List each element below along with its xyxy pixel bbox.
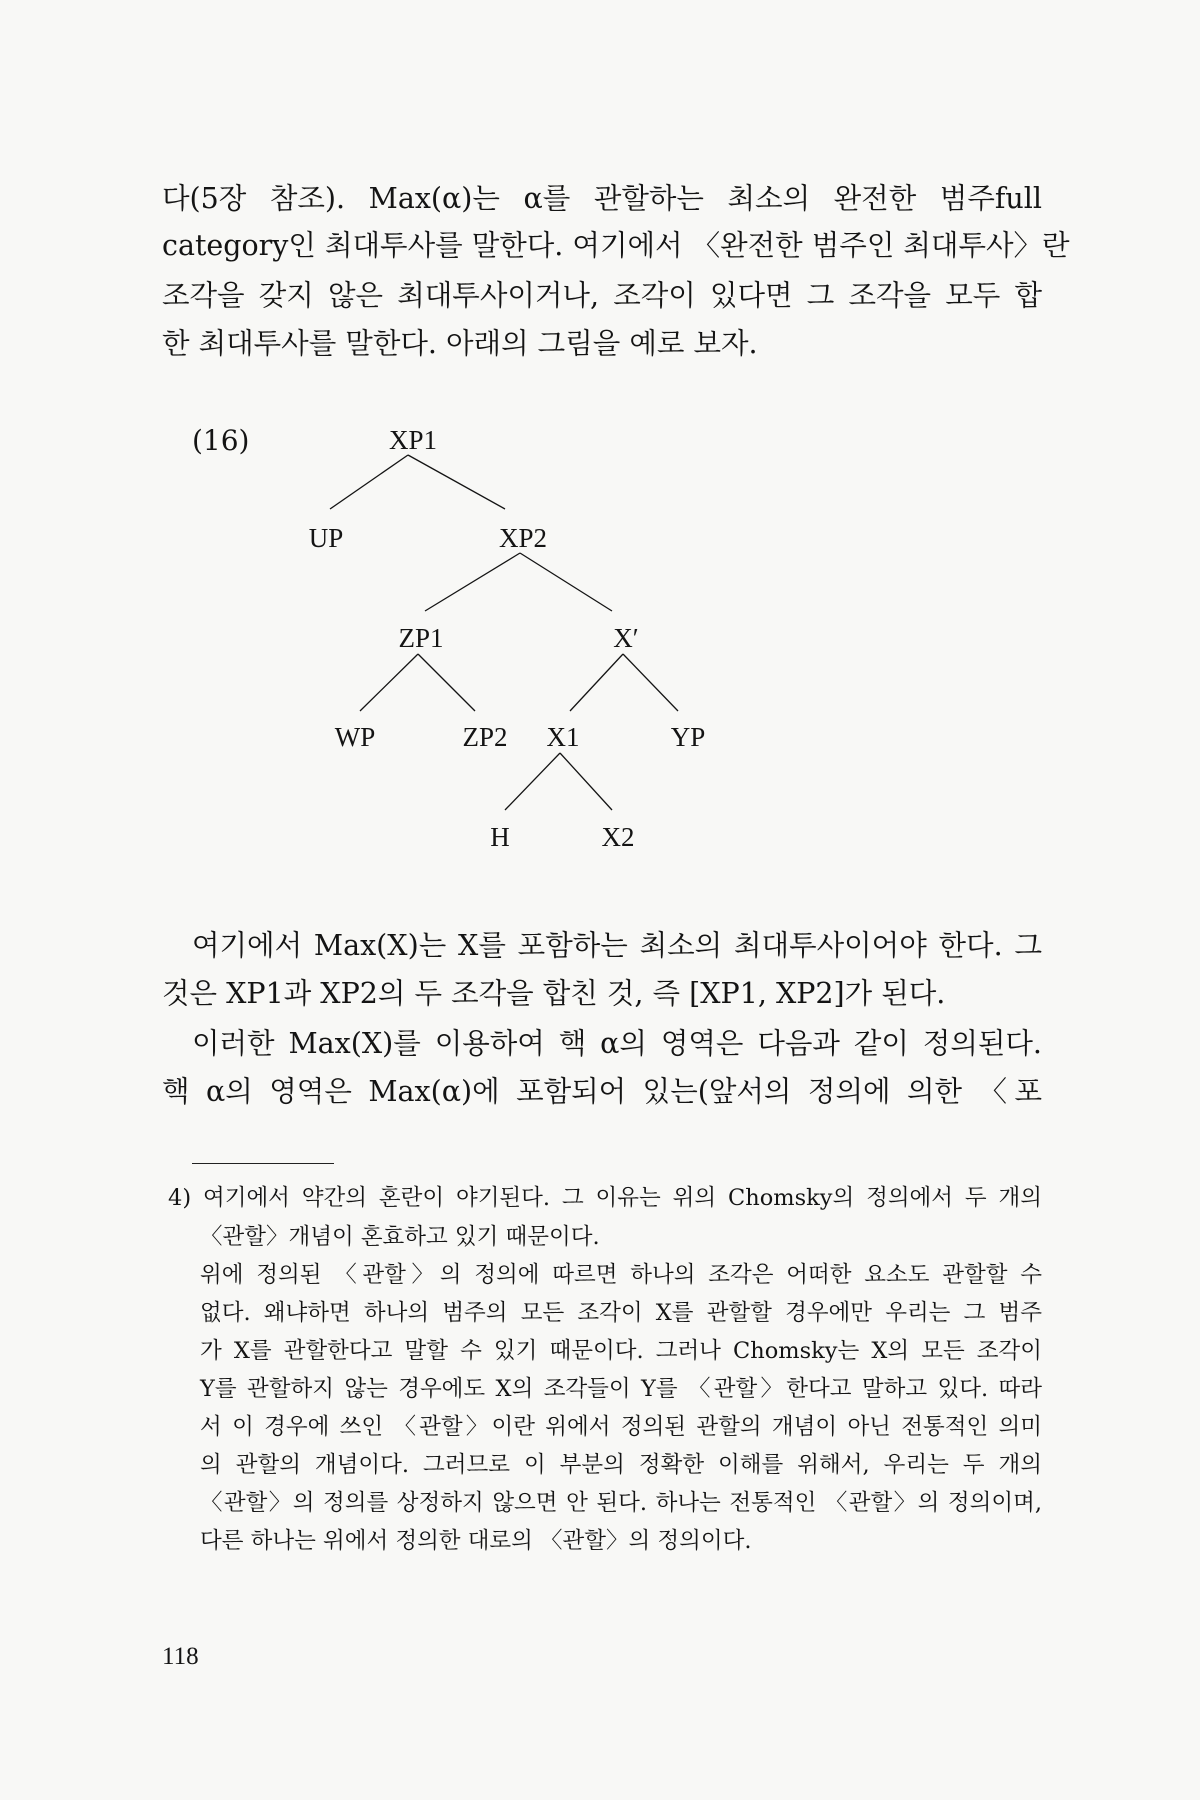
page-number: 118: [162, 1643, 199, 1670]
footnote-line-10: 다른 하나는 위에서 정의한 대로의 〈관할〉의 정의이다.: [200, 1528, 752, 1554]
branch-xbar-yp: [623, 654, 678, 711]
branch-xp2-xbar: [520, 553, 612, 611]
paragraph1-line-1: 다(5장 참조). Max(α)는 α를 관할하는 최소의 완전한 범주full: [162, 182, 1042, 215]
node-yp: YP: [670, 722, 706, 752]
footnote-line-7: 서 이 경우에 쓰인 〈관할〉이란 위에서 정의된 관할의 개념이 아닌 전통적인 의미: [200, 1414, 1042, 1440]
node-zp2: ZP2: [462, 722, 508, 752]
paragraph3-line-2: 핵 α의 영역은 Max(α)에 포함되어 있는(앞서의 정의에 의한 〈포: [162, 1075, 1042, 1108]
branch-zp1-zp2: [418, 654, 475, 711]
branch-xp2-zp1: [425, 553, 520, 611]
footnote-line-3: 위에 정의된 〈관할〉의 정의에 따르면 하나의 조각은 어떠한 요소도 관할할 수: [200, 1262, 1042, 1288]
node-xp2: XP2: [498, 523, 548, 553]
footnote-line-5: 가 X를 관할한다고 말할 수 있기 때문이다. 그러나 Chomsky는 X의 모든 조각이: [200, 1338, 1042, 1364]
node-x1: X1: [546, 722, 580, 752]
branch-x1-h: [505, 753, 560, 810]
footnote-line-4: 없다. 왜냐하면 하나의 범주의 모든 조각이 X를 관할할 경우에만 우리는 그 범주: [200, 1300, 1042, 1326]
branch-xp1-up: [330, 455, 408, 509]
node-x2: X2: [601, 822, 635, 852]
paragraph2-line-1: 여기에서 Max(X)는 X를 포함하는 최소의 최대투사이어야 한다. 그: [192, 929, 1042, 962]
footnote-line-2: 〈관할〉개념이 혼효하고 있기 때문이다.: [200, 1224, 600, 1250]
example-label: (16): [192, 424, 250, 457]
footnote-line-8: 의 관할의 개념이다. 그러므로 이 부분의 정확한 이해를 위해서, 우리는 두 개의: [200, 1452, 1042, 1478]
node-xp1: XP1: [388, 425, 438, 455]
node-h: H: [490, 822, 510, 852]
branch-x1-x2: [560, 753, 612, 810]
paragraph1-line-3: 조각을 갖지 않은 최대투사이거나, 조각이 있다면 그 조각을 모두 합: [162, 279, 1042, 312]
footnote-line-9: 〈관할〉의 정의를 상정하지 않으면 안 된다. 하나는 전통적인 〈관할〉의 정의이며,: [200, 1490, 1042, 1516]
paragraph3-line-1: 이러한 Max(X)를 이용하여 핵 α의 영역은 다음과 같이 정의된다.: [192, 1027, 1042, 1060]
footnote-line-1: 4) 여기에서 약간의 혼란이 야기된다. 그 이유는 위의 Chomsky의 정의에서 두 개의: [168, 1185, 1042, 1211]
branch-xbar-x1: [570, 654, 623, 711]
paragraph1-line-4: 한 최대투사를 말한다. 아래의 그림을 예로 보자.: [162, 327, 758, 360]
paragraph2-line-2: 것은 XP1과 XP2의 두 조각을 합친 것, 즉 [XP1, XP2]가 된다.: [162, 977, 946, 1010]
branch-xp1-xp2: [408, 455, 505, 509]
node-up: UP: [308, 523, 344, 553]
branch-zp1-wp: [360, 654, 418, 711]
footnote-separator: [192, 1163, 334, 1164]
paragraph1-line-2: category인 최대투사를 말한다. 여기에서 〈완전한 범주인 최대투사〉란: [162, 229, 1070, 262]
node-xbar: X′: [613, 623, 639, 653]
node-wp: WP: [334, 722, 376, 752]
node-zp1: ZP1: [398, 623, 444, 653]
footnote-line-6: Y를 관할하지 않는 경우에도 X의 조각들이 Y를 〈관할〉한다고 말하고 있다. 따라: [200, 1376, 1042, 1402]
